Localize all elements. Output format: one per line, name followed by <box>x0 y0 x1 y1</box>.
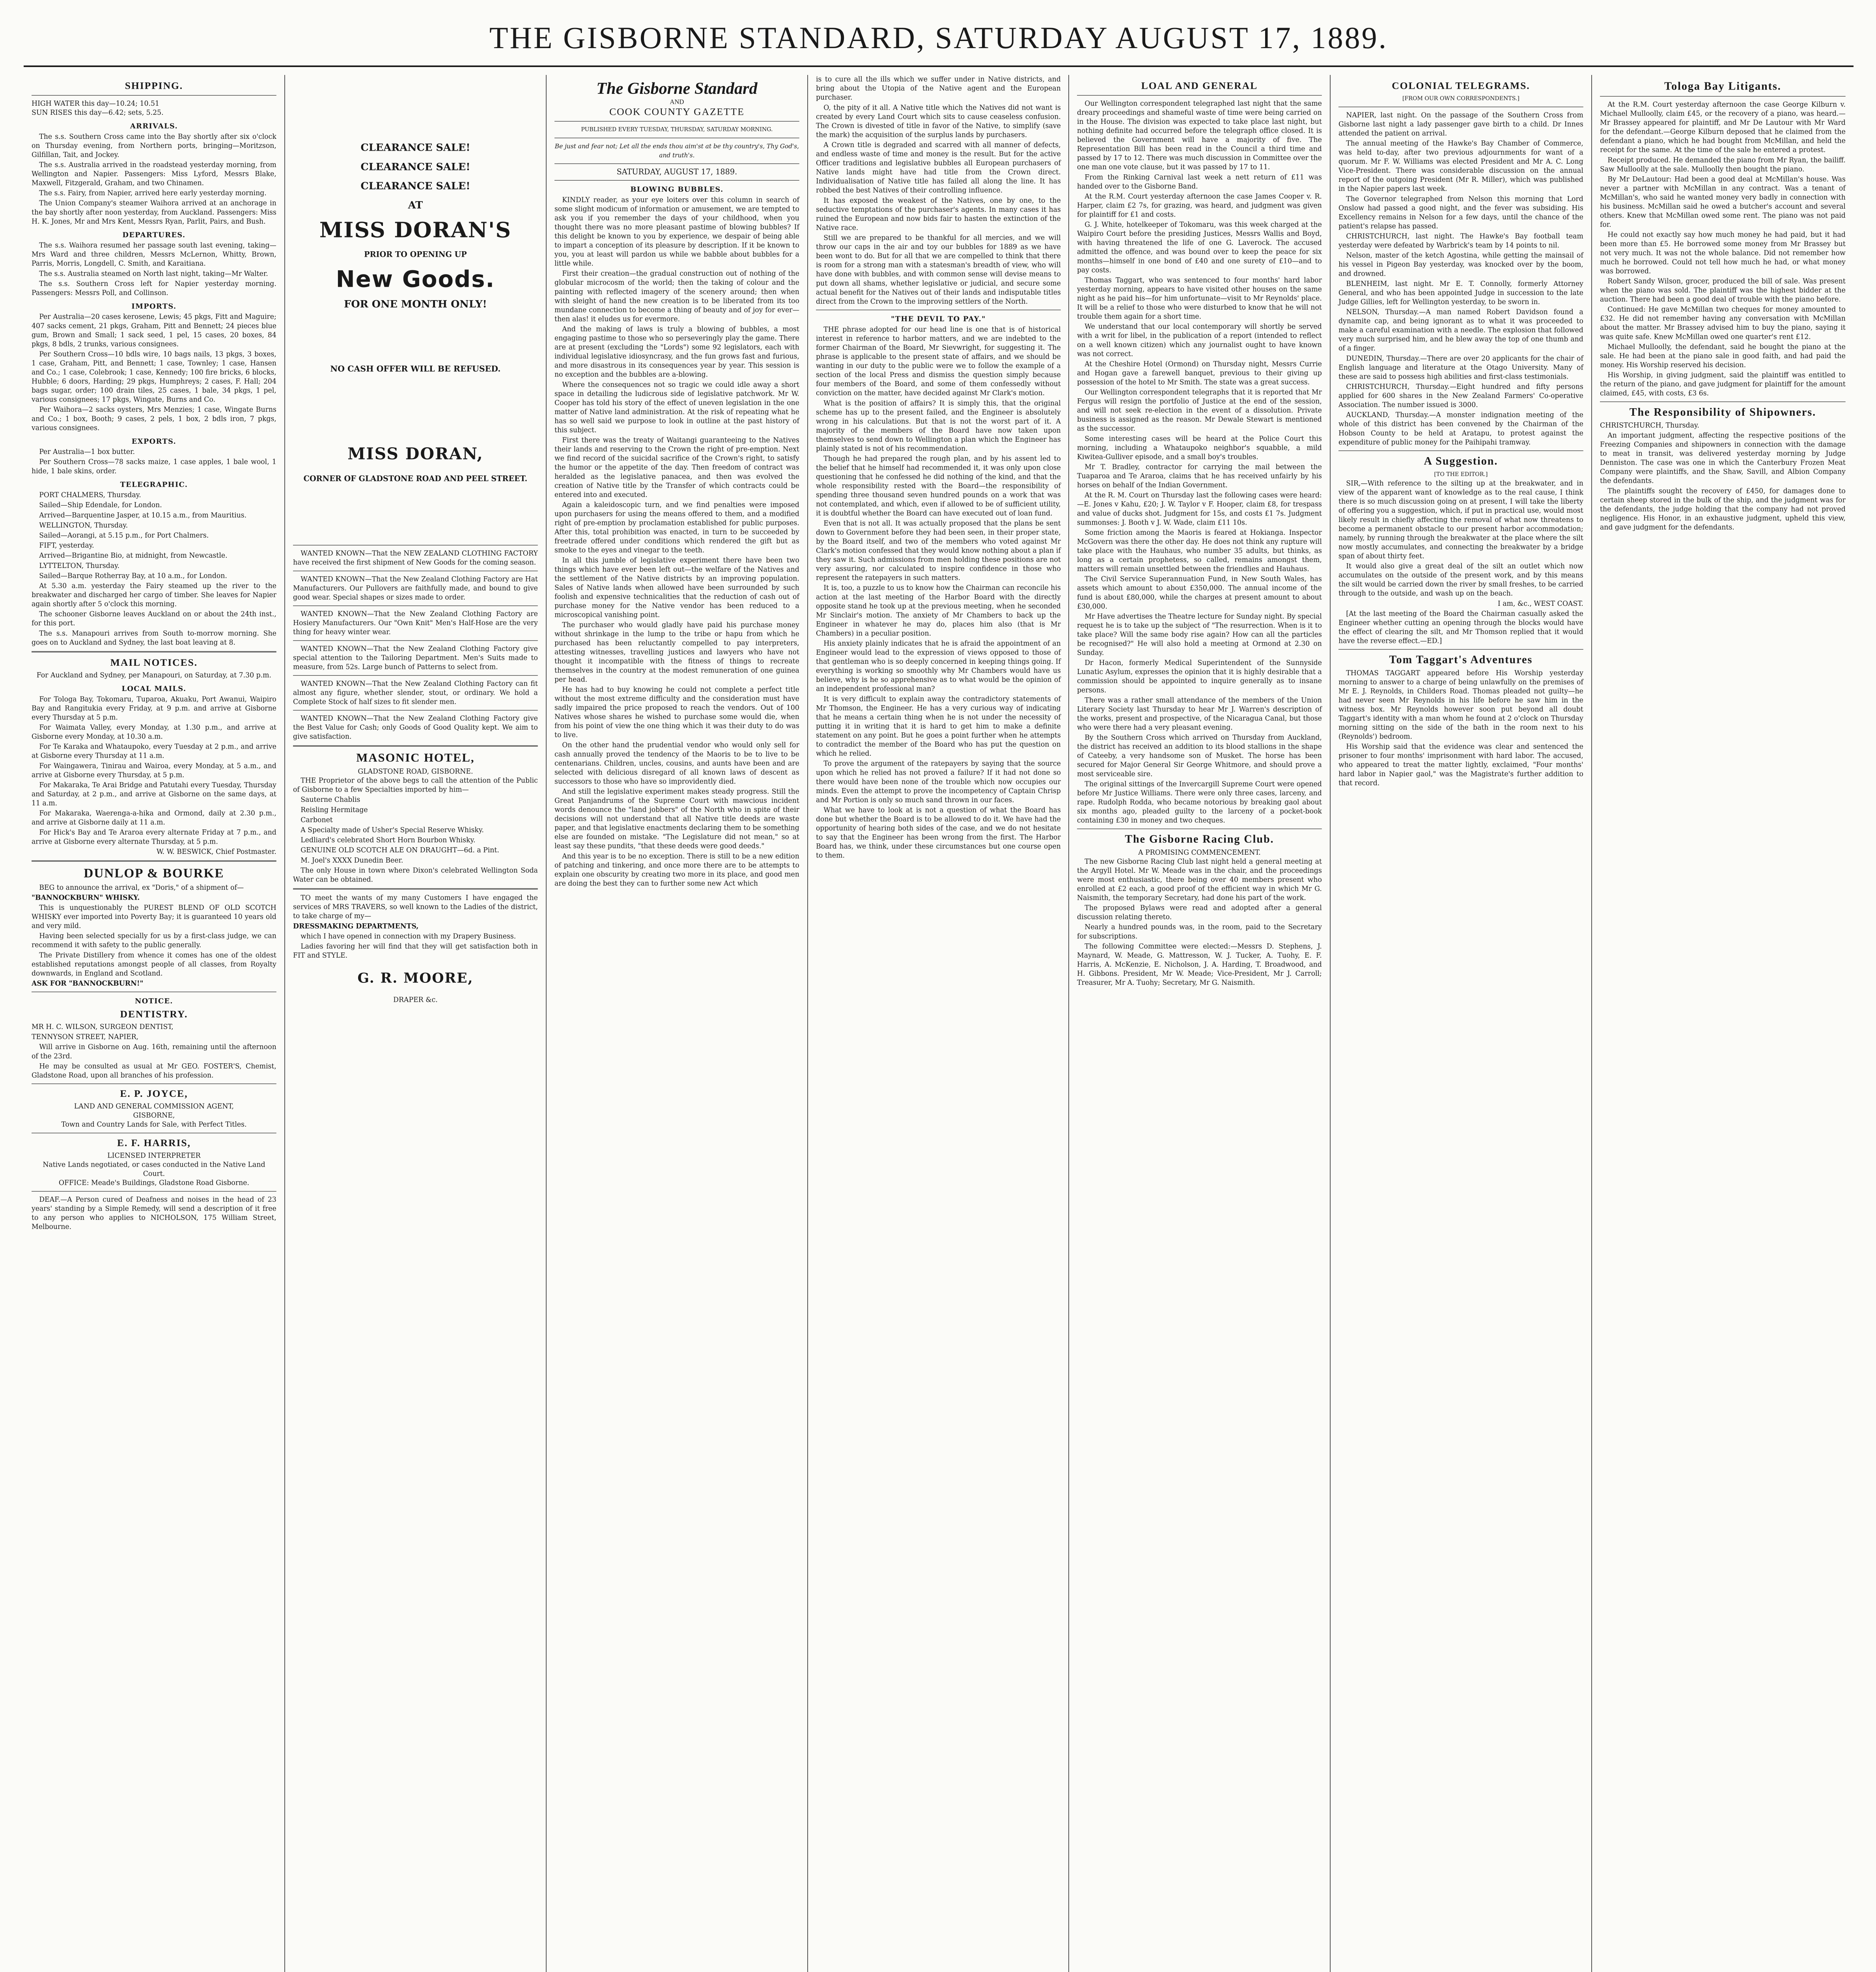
clearance-sale-2: CLEARANCE SALE! <box>360 161 470 173</box>
dentistry-heading: DENTISTRY. <box>120 1008 188 1020</box>
mail-intro: For Auckland and Sydney, per Manapouri, on Saturday, at 7.30 p.m. <box>36 671 272 679</box>
telegram-item: The Governor telegraphed from Nelson this morning that Lord Onslow had passed a good night, and the fever was subsiding. His Excellency remains in Nelson for a few days, until the chance of the patient's relapse has passed. <box>1338 195 1584 230</box>
column-editorial <box>547 75 808 1972</box>
dunlop-line: "BANNOCKBURN" WHISKY. <box>32 894 140 902</box>
colonial-telegrams-heading: COLONIAL TELEGRAMS. <box>1392 80 1530 92</box>
joyce-line: LAND AND GENERAL COMMISSION AGENT, <box>74 1102 234 1111</box>
devil-paragraph: It is very difficult to explain away the contradictory statements of Mr Thomson, the Engineer. He has a very curious way of indicating that he means a certain thing when he is not under the necessity of putting it in writing that it is hard to get him to make a definite statement on any point. But he goes a point further when he attempts to contradict the member of the Board who has put the question on which he relied. <box>816 695 1061 758</box>
imports-heading: IMPORTS. <box>131 302 177 310</box>
court-paragraph: By Mr DeLautour: Had been a good deal at McMillan's house. Was never a partner with McMillan in any contract. Was a tenant of McMillan's, who said he wanted money very badly in connection with his business. McMillan said he owed a butcher's account and several others. Knew that McMillan owed some rent. The piano was not paid for. <box>1600 175 1846 229</box>
dunlop-bourke-heading: DUNLOP & BOURKE <box>84 866 224 881</box>
telegraphic-item: LYTTELTON, Thursday. <box>39 562 119 570</box>
editorial-paragraph: He has had to buy knowing he could not complete a perfect title without the most extreme difficulty and the consideration must have sadly impaired the price proposed to reach the vendors. Out of 100 Natives whose shares he wished to purchase some would die, when from his point of view the one thing which it was their duty to do was to live. <box>554 685 799 739</box>
local-news-item: Mr T. Bradley, contractor for carrying the mail between the Tuaparoa and Te Araroa, claims that he has received unfairly by his horses on behalf of the Indian Government. <box>1077 463 1322 489</box>
court-paragraph: Continued: He gave McMillan two cheques for money amounted to £32. He did not remember having any conversation with McMillan about the matter. Mr Brassey advised him to buy the piano, saying it was quite safe. Knew McMillan owed one quarter's rent £12. <box>1600 305 1846 341</box>
devil-to-pay-heading: "THE DEVIL TO PAY." <box>890 315 986 323</box>
shipowners-heading: The Responsibility of Shipowners. <box>1629 405 1816 418</box>
suggestion-signature: I am, &c., WEST COAST. <box>1498 599 1584 608</box>
moore-line: TO meet the wants of my many Customers I have engaged the services of MRS TRAVERS, so well known to the Ladies of the district, to take charge of my— <box>293 894 538 920</box>
prior-line: PRIOR TO OPENING UP <box>364 250 467 259</box>
wanted-known-ad: WANTED KNOWN—That the New Zealand Clothing Factory are Hat Manufacturers. Our Pullovers are faithfully made, and bound to give good wear. Special shapes or sizes made to order. <box>293 575 538 601</box>
local-news-item: Some interesting cases will be heard at the Police Court this morning, including a Whataupoko neighbor's squabble, a mild Kiwitea-Gulliver episode, and a small boy's troubles. <box>1077 435 1322 461</box>
telegram-item: CHRISTCHURCH, Thursday.—Eight hundred and fifty persons applied for 600 shares in the New Zealand Farmers' Co-operative Association. The number issued is 3000. <box>1338 383 1584 409</box>
local-mail-item: For Waimata Valley, every Monday, at 1.30 p.m., and arrive at Gisborne every Monday, at 10.30 a.m. <box>32 723 276 741</box>
telegraphic-heading: TELEGRAPHIC. <box>120 480 188 489</box>
at-line: AT <box>408 199 423 211</box>
joyce-heading: E. P. JOYCE, <box>120 1088 188 1099</box>
moore-line: Ladies favoring her will find that they will get satisfaction both in FIT and STYLE. <box>293 942 538 960</box>
editorial-paragraph: Where the consequences not so tragic we could idle away a short space in detailing the ludicrous side of legislative patchwork. Mr W. Cooper has told his story of the effect of uneven legislation in the one matter of Native land administration. At the risk of repeating what he has so well said we purpose to look in outline at the past history of this subject. <box>554 381 799 434</box>
masonic-line: The only House in town where Dixon's celebrated Wellington Soda Water can be obtained. <box>293 866 538 883</box>
column-local-general <box>1069 75 1331 1972</box>
postmaster-signature: W. W. BESWICK, Chief Postmaster. <box>156 848 276 856</box>
editorial-paragraph: And the making of laws is truly a blowing of bubbles, a most engaging pastime to those who so perseveringly play the game. There are at present (excluding the "Lords") some 92 legislators, each with individual legislative idiosyncrasy, and the fun grows fast and furious, and more disastrous in its consequences year by year. This session is no exception and the bubbles are a-blowing. <box>554 325 799 379</box>
telegram-item: AUCKLAND, Thursday.—A monster indignation meeting of the whole of this district has been convened by the Chairman of the Hobson County to be held at Aratapu, to protest against the expenditure of public money for the Paihipahi tramway. <box>1338 411 1584 446</box>
masthead <box>24 14 1854 67</box>
racing-club-heading: The Gisborne Racing Club. <box>1125 833 1274 846</box>
export-item: Per Australia—1 box butter. <box>39 448 135 456</box>
editorial-paragraph: On the other hand the prudential vendor who would only sell for cash annually proved the tendency of the Maoris to be to live to be centenarians. Children, uncles, cousins, and aunts have been and are selected with delicious disregard of all known laws of descent as successors to those who have so improvidently died. <box>554 741 799 786</box>
new-goods: New Goods. <box>336 266 495 293</box>
wanted-known-ad: WANTED KNOWN—That the New Zealand Clothing Factory are Hosiery Manufacturers. Our "Own Knit" Men's Half-Hose are the very thing for heavy winter wear. <box>293 610 538 636</box>
paper-subtitle: COOK COUNTY GAZETTE <box>609 106 745 118</box>
dunlop-line: ASK FOR "BANNOCKBURN!" <box>32 979 144 988</box>
telegram-item: The annual meeting of the Hawke's Bay Chamber of Commerce, was held to-day, after two previous adjournments for want of a quorum. Mr F. W. Williams was elected President and Mr A. C. Long Vice-President. There was considerable discussion on the annual report of the outgoing President (Mr R. Miller), which was published in the Napier papers last week. <box>1338 139 1584 193</box>
racing-paragraph: The new Gisborne Racing Club last night held a general meeting at the Argyll Hotel. Mr W. Meade was in the chair, and the proceedings were most enthusiastic, there being over 40 members present who enrolled at £2 each, a good proof of the efficient way in which Mr G. Naismith, the temporary Secretary, had done his part of the work. <box>1077 857 1322 902</box>
arrival-item: The s.s. Southern Cross came into the Bay shortly after six o'clock on Thursday evening, from Northern ports, bringing—Moritzson, Gilfillan, Tait, and Jockey. <box>32 133 276 159</box>
masonic-line: Ledliard's celebrated Short Horn Bourbon Whisky. <box>301 836 476 844</box>
one-month-line: FOR ONE MONTH ONLY! <box>343 298 487 310</box>
telegram-item: NAPIER, last night. On the passage of the Southern Cross from Gisborne last night a lady passenger gave birth to a child. Dr Innes attended the patient on arrival. <box>1338 111 1584 137</box>
telegraphic-item: Arrived—Brigantine Bio, at midnight, from Newcastle. <box>39 551 228 560</box>
editorial-paragraph: First their creation—the gradual construction out of nothing of the globular microcosm of the world; then the taking of colour and the painting with reflected imagery of the scenery around; then when with sleight of hand the new creation is to be liberated from its too mundane connection to become a thing of beauty and of joy for ever—then alas! it eludes us for evermore. <box>554 269 799 323</box>
devil-paragraph: His anxiety plainly indicates that he is afraid the appointment of an Engineer would lead to the expression of views opposed to those of that gentleman who is so deeply concerned in keeping things going. If everything is working so smoothly why Mr Chambers would have us believe, why is he so apprehensive as to what would be the opinion of an independent professional man? <box>816 639 1061 693</box>
masonic-hotel-heading: MASONIC HOTEL, <box>356 751 475 764</box>
local-news-item: Dr Hacon, formerly Medical Superintendent of the Sunnyside Lunatic Asylum, expresses the opinion that it is highly desirable that a commission should be appointed to inquire generally as to insane persons. <box>1077 659 1322 694</box>
moore-line: which I have opened in connection with my Drapery Business. <box>301 932 516 940</box>
taggart-heading: Tom Taggart's Adventures <box>1389 653 1533 666</box>
court-paragraph: Robert Sandy Wilson, grocer, produced the bill of sale. Was present when the piano was sold. The plaintiff was the highest bidder at the auction. There had been a good deal of trouble with the piano before. <box>1600 277 1846 304</box>
court-paragraph: He could not exactly say how much money he had paid, but it had been more than £5. He borrowed some money from Mr Brassey but not very much. It was not the whole balance. Did not remember how much he borrowed. Could not tell how much he had, or what money was borrowed. <box>1600 231 1846 275</box>
departure-item: The s.s. Waihora resumed her passage south last evening, taking—Mrs Ward and three children, Messrs McLernon, Whitty, Brown, Parris, Morris, Longdell, C. Smith, and Karaitiana. <box>32 241 276 268</box>
racing-subheading: A PROMISING COMMENCEMENT. <box>1138 848 1261 857</box>
editorial-paragraph: KINDLY reader, as your eye loiters over this column in search of some slight modicum of information or amusement, we are tempted to ask you if you remember the days of your childhood, when you thought there was no more pleasant pastime of blowing bubbles? If this delight be known to you by experience, we despair of being able to impart a conception of its pleasure by description. If it be known to you, you at least will pardon us while we babble about bubbles for a little while. <box>554 196 799 268</box>
telegrams-source: [FROM OUR OWN CORRESPONDENTS.] <box>1402 95 1520 102</box>
telegraphic-item: Sailed—Ship Edendale, for London. <box>39 501 162 509</box>
local-news-item: Our Wellington correspondent telegraphed last night that the same dreary proceedings and shameful waste of time were being carried on in the House. The division was expected to take place last night, but nothing definite had occurred before the telegraph office closed. It is believed the Government will have a majority of five. The Representation Bill has been read in the Council a third time and passed by 17 to 12. There was much discussion in Committee over the one man one vote clause, but it was passed by 17 to 11. <box>1077 99 1322 171</box>
dentist-line: TENNYSON STREET, NAPIER, <box>32 1033 139 1041</box>
court-paragraph: Michael Mulloolly, the defendant, said he bought the piano at the sale. He had been at the piano sale in good faith, and had paid the money. His Worship reserved his decision. <box>1600 343 1846 369</box>
suggestion-address: [TO THE EDITOR.] <box>1434 471 1488 478</box>
dunlop-line: Having been selected specially for us by a first-class judge, we can recommend it with safety to the public generally. <box>32 932 276 949</box>
local-news-item: At the Cheshire Hotel (Ormond) on Thursday night, Messrs Currie and Hogan gave a farewell banquet, previous to their giving up possession of the hotel to Mr Smith. The state was a great success. <box>1077 360 1322 386</box>
telegraphic-item: PORT CHALMERS, Thursday. <box>39 491 141 499</box>
newspaper-columns <box>24 75 1854 1972</box>
suggestion-paragraph: SIR,—With reference to the silting up at the breakwater, and in view of the apparent want of knowledge as to the real cause, I think there is so much discussion going on at present, I will take the liberty of offering you a suggestion, which, if put in practical use, would most likely result in chiefly affecting the removal of what now threatens to become a permanent obstacle to our present harbor accommodation; namely, by running through the breakwater at the place where the silt now mostly accumulates, and connecting the breakwater by a bridge span of about thirty feet. <box>1338 479 1584 560</box>
masonic-line: Carbonet <box>301 816 333 824</box>
devil-paragraph: To prove the argument of the ratepayers by saying that the source upon which he relied has not proved a failure? If it had not done so there would have been none of the trouble which now occupies our minds. Even the attempt to prove the incompetency of Captain Chrisp and Mr Portion is only so much sand thrown in our faces. <box>816 760 1061 804</box>
shipowners-paragraph: The plaintiffs sought the recovery of £450, for damages done to certain sheep stored in the bulk of the ship, and the judgment was for the defendants, the judge holding that the company had not proved negligence. His Honor, in an exhaustive judgment, upheld this view, and gave judgment for the defendants. <box>1600 487 1846 531</box>
telegram-item: BLENHEIM, last night. Mr E. T. Connolly, formerly Attorney General, and who has been appointed Judge in succession to the late Judge Gillies, left for Wellington yesterday, to be sworn in. <box>1338 280 1584 306</box>
editorial-paragraph: First there was the treaty of Waitangi guaranteeing to the Natives their lands and reserving to the Crown the right of pre-emption. Next we find record of the suicidal sacrifice of the Crown's right, to satisfy the humor or the appetite of the day. Then freedom of contract was heralded as the legislative panacea, and then was evolved the creation of Native title by the Transfer of which contracts could be entered into and executed. <box>554 436 799 499</box>
dentist-line: Will arrive in Gisborne on Aug. 16th, remaining until the afternoon of the 23rd. <box>32 1043 276 1060</box>
suggestion-paragraph: It would also give a great deal of the silt an outlet which now accumulates on the outside of the present work, and by this means the silt would be carried down the river by small freshes, to be carried through to the outside, and wash up on the beach. <box>1338 562 1584 598</box>
local-mail-item: For Waingawera, Tinirau and Wairoa, every Monday, at 5 a.m., and arrive at Gisborne every Thursday, at 5 p.m. <box>32 762 276 779</box>
telegraphic-item: At 5.30 a.m. yesterday the Fairy steamed up the river to the breakwater and discharged her cargo of timber. She leaves for Napier again shortly after 5 o'clock this morning. <box>32 582 276 608</box>
telegraphic-item: FIFT, yesterday. <box>39 542 94 550</box>
clearance-sale-1: CLEARANCE SALE! <box>360 141 470 154</box>
harris-line: OFFICE: Meade's Buildings, Gladstone Road Gisborne. <box>58 1179 249 1187</box>
local-news-item: The original sittings of the Invercargill Supreme Court were opened before Mr Justice Williams. There were only three cases, larceny, and rape. Rudolph Rodda, who became notorious by breaking gaol about six months ago, pleaded guilty to the larceny of a pocket-book containing £30 in money and two cheques. <box>1077 780 1322 824</box>
telegram-item: DUNEDIN, Thursday.—There are over 20 applicants for the chair of English language and literature at the Otago University. Many of these are said to possess high abilities and first-class testimonials. <box>1338 354 1584 381</box>
notice-heading: NOTICE. <box>135 997 173 1005</box>
paper-and: AND <box>670 98 684 106</box>
publication-days: PUBLISHED EVERY TUESDAY, THURSDAY, SATURDAY MORNING. <box>581 126 773 133</box>
shipowners-paragraph: An important judgment, affecting the respective positions of the Freezing Companies and shipowners in connection with the damage to meat in transit, was delivered yesterday morning by Judge Denniston. The case was one in which the Canterbury Frozen Meat Company were plaintiffs, and the Shaw, Savill, and Albion Company the defendants. <box>1600 431 1846 485</box>
masonic-line: GENUINE OLD SCOTCH ALE ON DRAUGHT—6d. a Pint. <box>301 846 499 854</box>
miss-dorans-heading: MISS DORAN'S <box>319 217 511 243</box>
wanted-known-ad: WANTED KNOWN—That the New Zealand Clothing Factory give the Best Value for Cash; only Goods of Good Quality kept. We aim to give satisfaction. <box>293 714 538 741</box>
devil-paragraph: Even that is not all. It was actually proposed that the plans be sent down to Government before they had been seen, in their proper state, by the Board itself, and two of the members who voted against Mr Clark's motion confessed that they would know nothing about a plan if they saw it. Such admissions from men holding these positions are not very assuring, nor calculated to inspire confidence in those who represent the ratepayers in such matters. <box>816 519 1061 582</box>
editorial-paragraph: is to cure all the ills which we suffer under in Native districts, and bring about the Utopia of the Native agent and the European purchaser. <box>816 75 1061 102</box>
moore-trade: DRAPER &c. <box>393 996 438 1004</box>
dunlop-line: The Private Distillery from whence it comes has one of the oldest established reputations amongst people of all classes, from Royalty downwards, in England and Scotland. <box>32 951 276 977</box>
sun-line: SUN RISES this day—6.42; sets, 5.25. <box>32 108 164 117</box>
import-item: Per Southern Cross—10 bdls wire, 10 bags nails, 13 pkgs, 3 boxes, 1 case, Graham, Pitt, and Bennett; 1 case, Townley; 1 case, Hansen and Co.; 1 case, Colebrook; 1 case, Kennedy; 100 fire bricks, 6 blocks, Hubble; 6 doors, Harding; 29 pkgs, Humphreys; 2 cases, F. Hall; 204 bags sugar, order; 100 drain tiles, 25 cases, 1 bale, 34 pkgs, 1 pel, various consignees; 17 pkgs, Wingate, Burns and Co. <box>32 350 276 404</box>
telegraphic-item: WELLINGTON, Thursday. <box>39 521 128 529</box>
column-shipping <box>24 75 285 1972</box>
column-editorial-continued <box>808 75 1070 1972</box>
suggestion-heading: A Suggestion. <box>1424 455 1498 467</box>
arrival-item: The s.s. Fairy, from Napier, arrived here early yesterday morning. <box>39 189 267 197</box>
telegraphic-item: The s.s. Manapouri arrives from South to-morrow morning. She goes on to Auckland and Sydney, the last boat leaving at 8. <box>32 629 276 646</box>
local-mail-item: For Tologa Bay, Tokomaru, Tuparoa, Akuaku, Port Awanui, Waipiro Bay and Rangitukia every Friday, at 9 p.m. and arrive at Gisborne every Thursday at 5 p.m. <box>32 695 276 721</box>
shipping-heading: SHIPPING. <box>125 80 183 92</box>
local-mails-heading: LOCAL MAILS. <box>121 684 187 693</box>
devil-paragraph: What is the position of affairs? It is simply this, that the original scheme has up to the present failed, and the Engineer is absolutely wrong in his calculations. But that is not the worst part of it. A majority of the members of the Board have now taken upon themselves to send down to Wellington a plan which the Engineer has plainly stated is not of his recommendation. <box>816 399 1061 453</box>
devil-paragraph: What we have to look at is not a question of what the Board has done but whether the Board is to be allowed to do it. We have had the opportunity of hearing both sides of the case, and we do not hesitate to say that the Engineer has been wrong from the first. The Harbor Board has, we think, under these circumstances but one course open to them. <box>816 806 1061 860</box>
departure-item: The s.s. Australia steamed on North last night, taking—Mr Walter. <box>39 269 268 278</box>
telegraphic-item: Arrived—Barquentine Jasper, at 10.15 a.m., from Mauritius. <box>39 511 247 519</box>
masonic-line: M. Joel's XXXX Dunedin Beer. <box>301 856 403 865</box>
masonic-line: Reisling Hermitage <box>301 806 368 814</box>
wanted-known-ad: WANTED KNOWN—That the NEW ZEALAND CLOTHING FACTORY have received the first shipment of New Goods for the coming season. <box>293 549 538 567</box>
telegram-item: Nelson, master of the ketch Agostina, while getting the mainsail of his vessel in Pigeon Bay yesterday, was knocked over by the boom, and drowned. <box>1338 251 1584 278</box>
deaf-notice: DEAF.—A Person cured of Deafness and noises in the head of 23 years' standing by a Simple Remedy, will send a description of it free to any person who applies to NICHOLSON, 175 William Street, Melbourne. <box>32 1195 276 1231</box>
arrival-item: The Union Company's steamer Waihora arrived at an anchorage in the bay shortly after noon yesterday, from Auckland. Passengers: Miss H. K. Jones, Mr and Mrs Kent, Messrs Ryan, Parlit, Pairs, and Bush. <box>32 199 276 226</box>
court-paragraph: His Worship, in giving judgment, said the plaintiff was entitled to the return of the piano, and gave judgment for plaintiff for the amount claimed, £45, with costs, £3 6s. <box>1600 371 1846 398</box>
editorial-paragraph: The purchaser who would gladly have paid his purchase money without shrinkage in the lump to the tribe or hapu from which he purchased has been reluctantly compelled to pay interpreters, attesting witnesses, travelling justices and lawyers who have not thought it incompatible with the fitness of things to recreate themselves in the country at the modest remuneration of one guinea per head. <box>554 621 799 683</box>
taggart-paragraph: THOMAS TAGGART appeared before His Worship yesterday morning to answer to a charge of being unlawfully on the premises of Mr E. J. Reynolds, in Childers Road. Thomas pleaded not guilty—he had never seen Mr Reynolds in his life before he saw him in the witness box. Mr Reynolds however soon put beyond all doubt Taggart's identity with a man whom he found at 2 o'clock on Thursday morning sitting on the side of the bath in the room next to his (Reynolds') bedroom. <box>1338 669 1584 741</box>
tide-line: HIGH WATER this day—10.24; 10.51 <box>32 99 159 108</box>
local-news-item: We understand that our local contemporary will shortly be served with a writ for libel, in the publication of a report (intended to reflect on a well known citizen) which any journalist ought to have known was not correct. <box>1077 323 1322 358</box>
local-news-item: Mr Have advertises the Theatre lecture for Sunday night. By special request he is to take up the subject of "The resurrection. When is it to take place? Will the same body rise again? How can all the particles be recognised?" He will also hold a meeting at Ormond at 2.30 on Sunday. <box>1077 613 1322 657</box>
telegraphic-item: The schooner Gisborne leaves Auckland on or about the 24th inst., for this port. <box>32 610 276 627</box>
editorial-paragraph: Again a kaleidoscopic turn, and we find penalties were imposed upon purchasers for using the means offered to them, and a modified right of pre-emption by proclamation established for public purposes. After this, total prohibition was enacted, in turn to be succeeded by freetrade offered under conditions which rendered the gift but as smoke to the eyes and vinegar to the teeth. <box>554 501 799 555</box>
mail-notices-heading: MAIL NOTICES. <box>110 657 198 668</box>
harris-line: Native Lands negotiated, or cases conducted in the Native Land Court. <box>43 1161 265 1178</box>
telegraphic-item: Sailed—Aorangi, at 5.15 p.m., for Port Chalmers. <box>39 531 209 540</box>
masthead-title: THE GISBORNE STANDARD, SATURDAY AUGUST 17, 1889. <box>489 21 1388 55</box>
racing-paragraph: The proposed Bylaws were read and adopted after a general discussion relating thereto. <box>1077 904 1322 921</box>
editorial-heading: BLOWING BUBBLES. <box>630 185 724 194</box>
export-item: Per Southern Cross—78 sacks maize, 1 case apples, 1 bale wool, 1 hide, 1 bale skins, order. <box>32 458 276 475</box>
masonic-line: THE Proprietor of the above begs to call the attention of the Public of Gisborne to a few Specialties imported by him— <box>293 777 538 794</box>
devil-paragraph: THE phrase adopted for our head line is one that is of historical interest in reference to harbor matters, and we are indebted to the former Chairman of the Board, Mr Sievwright, for suggesting it. The phrase is applicable to the present state of affairs, and we should be wanting in our duty to the public were we to follow the example of a section of the local Press and dismiss the question simply because four members of the Board, and some of them confessedly without conviction on the matter, have decided against Mr Clark's motion. <box>816 325 1061 397</box>
local-mail-item: For Te Karaka and Whataupoko, every Tuesday at 2 p.m., and arrive at Gisborne every Thursday at 11 a.m. <box>32 743 276 760</box>
local-mail-item: For Hick's Bay and Te Araroa every alternate Friday at 7 p.m., and arrive at Gisborne every alternate Thursday, at 5 p.m. <box>32 828 276 846</box>
import-item: Per Waihora—2 sacks oysters, Mrs Menzies; 1 case, Wingate Burns and Co.; 1 box, Booth; 9 cases, 2 pels, 1 box, 2 bdls iron, 7 pkgs, various consignees. <box>32 405 276 432</box>
local-news-item: Thomas Taggart, who was sentenced to four months' hard labor yesterday morning, appears to have visited other houses on the same night as he paid his—for him unfortunate—visit to Mr Reynolds' place. It will be a relief to those who were disturbed to know that he will not trouble them again for a short time. <box>1077 276 1322 321</box>
telegraphic-item: Sailed—Barque Rotherray Bay, at 10 a.m., for London. <box>39 572 227 580</box>
telegram-item: NELSON, Thursday.—A man named Robert Davidson found a dynamite cap, and being ignorant as to what it was proceeded to make a careful examination with a needle. The explosion that followed very much surprised him, and he blew away the top of one thumb and of a finger. <box>1338 308 1584 353</box>
moore-name: G. R. MOORE, <box>357 969 474 986</box>
editorial-paragraph: A Crown title is degraded and scarred with all manner of defects, and endless waste of time and money is the result. But for the active Officer traditions and legislative bubbles all European purchasers of Native lands might have had title from the Crown direct. Individualisation of Native title has failed all along the line. It has robbed the best Natives of their controlling influence. <box>816 141 1061 194</box>
editorial-date: SATURDAY, AUGUST 17, 1889. <box>616 167 737 177</box>
local-news-item: The Civil Service Superannuation Fund, in New South Wales, has assets which amount to about £350,000. The annual income of the fund is about £80,000, while the charges at present amount to about £30,000. <box>1077 575 1322 611</box>
paper-motto: Be just and fear not; Let all the ends thou aim'st at be thy country's, Thy God's, and truth's. <box>554 142 799 159</box>
column-tologa-bay <box>1592 75 1854 1972</box>
devil-paragraph: Though he had prepared the rough plan, and by his assent led to the belief that he himself had recommended it, it was only upon close questioning that he confessed he did nothing of the kind, and that the whole responsibility rested with the Board—the responsibility of spending three thousand seven hundred pounds on a work that was not contemplated, and which, even if allowed to be of sufficient utility, it is doubtful whether the Board can have executed out of loan fund. <box>816 455 1061 517</box>
editorial-paragraph: O, the pity of it all. A Native title which the Natives did not want is created by every Land Court which sits to cause ceaseless confusion. The Crown is divested of title in favor of the Native, to simplify (save the mark) the acquisition of the surplus lands by purchasers. <box>816 103 1061 139</box>
racing-paragraph: The following Committee were elected:—Messrs D. Stephens, J. Maynard, W. Meade, G. Mattresson, W. J. Tucker, A. Tuohy, E. F. Harris, A. McKenzie, E. Nicholson, J. A. Harding, T. Broadwood, and H. Gibbons. President, Mr W. Meade; Vice-President, Mr J. Carroll; Treasurer, Mr A. Tuohy; Secretary, Mr G. Naismith. <box>1077 942 1322 987</box>
arrivals-heading: ARRIVALS. <box>130 121 178 130</box>
local-mail-item: For Makaraka, Waerenga-a-hika and Ormond, daily at 2.30 p.m., and arrive at Gisborne daily at 11 a.m. <box>32 809 276 827</box>
dunlop-line: This is unquestionably the PUREST BLEND OF OLD SCOTCH WHISKY ever imported into Poverty Bay; it is guaranteed 10 years old and very mild. <box>32 904 276 930</box>
clearance-sale-3: CLEARANCE SALE! <box>360 180 470 192</box>
wanted-known-ad: WANTED KNOWN—That the New Zealand Clothing Factory can fit almost any figure, whether slender, stout, or ordinary. We hold a Complete Stock of half sizes to fit slender men. <box>293 680 538 706</box>
harris-heading: E. F. HARRIS, <box>117 1137 191 1148</box>
miss-doran-name: MISS DORAN, <box>347 444 483 463</box>
exports-heading: EXPORTS. <box>131 437 177 446</box>
column-colonial-telegrams <box>1331 75 1592 1972</box>
editorial-paragraph: Still we are prepared to be thankful for all mercies, and we will throw our caps in the air and toy our bubbles for 1889 as we have been wont to do. But for all that we are compelled to think that there is room for a strong man with a statesman's breadth of view, who will have done with bubbles, and with common sense will devise means to put down all shams, whether legislative or judicial, and secure some actual benefit for the Natives out of their lands and indisputable titles direct from the Crown to the improving settlers of the North. <box>816 234 1061 306</box>
dunlop-line: BEG to announce the arrival, ex "Doris," of a shipment of— <box>39 883 244 892</box>
editorial-paragraph: It has exposed the weakest of the Natives, one by one, to the seductive temptations of the purchaser's agents. In many cases it has ruined the European and now bids fair to hasten the extinction of the Native race. <box>816 196 1061 232</box>
masonic-line: Sauterne Chablis <box>301 796 360 804</box>
local-news-item: G. J. White, hotelkeeper of Tokomaru, was this week charged at the Waipiro Court before the presiding Justices, Messrs Wallis and Boyd, with having threatened the life of one G. Laverock. The accused admitted the offence, and was bound over to keep the peace for six months—himself in one bond of £40 and one surety of £10—and to pay costs. <box>1077 220 1322 274</box>
local-mail-item: For Makaraka, Te Arai Bridge and Patutahi every Tuesday, Thursday and Saturday, at 2 p.m., and arrive at Gisborne on the same days, at 11 a.m. <box>32 781 276 807</box>
harris-line: LICENSED INTERPRETER <box>107 1152 201 1160</box>
court-paragraph: Receipt produced. He demanded the piano from Mr Ryan, the bailiff. Saw Mulloolly at the sale. Mulloolly then bought the piano. <box>1600 156 1846 173</box>
editorial-paragraph: And still the legislative experiment makes steady progress. Still the Great Panjandrums of the Supreme Court with mawcious incident words denounce the "land jobbers" of the North who in spite of their decisions will not understand that all Native title deeds are waste paper, and that legislative enactments declaring them to be something else are founded on mistake. "The Legislature did not mean," so at least say these pundits, "that these deeds were good deeds." <box>554 788 799 850</box>
court-paragraph: At the R.M. Court yesterday afternoon the case George Kilburn v. Michael Mulloolly, claim £45, or the recovery of a piano, was heard.—Mr Brassey appeared for plaintiff, and Mr De Lautour with Mr Ward for the defendant.—George Kilburn deposed that he claimed from the defendant a piano, which he had bought from McMillan, and held the receipt for the same. At the time of the sale he entered a protest. <box>1600 101 1846 154</box>
local-general-heading: LOAL AND GENERAL <box>1141 80 1258 92</box>
racing-paragraph: Nearly a hundred pounds was, in the room, paid to the Secretary for subscriptions. <box>1077 923 1322 940</box>
joyce-line: GISBORNE, <box>133 1111 175 1120</box>
telegram-item: CHRISTCHURCH, last night. The Hawke's Bay football team yesterday were defeated by Warbrick's team by 14 points to nil. <box>1338 232 1584 250</box>
import-item: Per Australia—20 cases kerosene, Lewis; 45 pkgs, Fitt and Maguire; 407 sacks cement, 21 pkgs, Graham, Pitt and Bennett; 24 pieces blue gum, Brown and Small; 1 sack seed, 1 pel, 15 cases, 20 boxes, 84 pkgs, 8 bdls, 2 trunks, various consignees. <box>32 313 276 348</box>
arrival-item: The s.s. Australia arrived in the roadstead yesterday morning, from Wellington and Napier. Passengers: Miss Lyford, Messrs Blake, Maxwell, Fitzgerald, Graham, and two Chinamen. <box>32 161 276 187</box>
local-news-item: At the R.M. Court yesterday afternoon the case James Cooper v. R. Harper, claim £2 7s, for grazing, was heard, and judgment was given for plaintiff for £1 and costs. <box>1077 192 1322 218</box>
wanted-known-ad: WANTED KNOWN—That the New Zealand Clothing Factory give special attention to the Tailoring Department. Men's Suits made to measure, from 52s. Large bunch of Patterns to select from. <box>293 645 538 671</box>
editorial-paragraph: And this year is to be no exception. There is still to be a new edition of patching and tinkering, and once more there are to be attempts to explain one obscurity by creating two more in its place, and good men are doing the best they can to further some new Act which <box>554 852 799 887</box>
shipowners-dateline: CHRISTCHURCH, Thursday. <box>1600 421 1700 430</box>
tologa-bay-heading: Tologa Bay Litigants. <box>1664 80 1781 92</box>
dentist-line: MR H. C. WILSON, SURGEON DENTIST, <box>32 1023 174 1031</box>
local-news-item: Our Wellington correspondent telegraphs that it is reported that Mr Fergus will resign the portfolio of Justice at the end of the session, and will not seek re-election in the event of a dissolution. Private business is assigned as the reason. Mr Dewale Stewart is mentioned as the successor. <box>1077 388 1322 433</box>
column-advertisements <box>285 75 547 1972</box>
masonic-line: A Specialty made of Usher's Special Reserve Whisky. <box>301 826 484 834</box>
suggestion-editor-note: [At the last meeting of the Board the Chairman casually asked the Engineer whether cutting an opening through the blocks would have the effect of clearing the silt, and Mr Thomson replied that it would have the reverse effect.—ED.] <box>1338 610 1584 645</box>
joyce-line: Town and Country Lands for Sale, with Perfect Titles. <box>61 1120 247 1129</box>
local-news-item: Some friction among the Maoris is feared at Hokianga. Inspector McGovern was there the other day. He does not think any rupture will take place with the Hauhaus, who number 35 adults, but thinks, as long as a certain prophetess, so called, remains amongst them, matters will remain unsettled between the friendlies and Hauhaus. <box>1077 528 1322 573</box>
local-news-item: From the Rinking Carnival last week a nett return of £11 was handed over to the Gisborne Band. <box>1077 173 1322 190</box>
devil-paragraph: It is, too, a puzzle to us to know how the Chairman can reconcile his action at the last meeting of the Harbor Board with the directly opposite stand he took up at the previous meeting, when he seconded Mr Sinclair's motion. The anxiety of Mr Chambers to back up the Engineer in whatever he may do, places him also (that is Mr Chambers) in a peculiar position. <box>816 584 1061 637</box>
taggart-paragraph: His Worship said that the evidence was clear and sentenced the prisoner to four months' imprisonment with hard labor. The accused, who appeared to treat the matter lightly, exclaimed, "Four months' hard labor in Napier gaol," was the Magistrate's further addition to that record. <box>1338 743 1584 787</box>
local-news-item: There was a rather small attendance of the members of the Union Literary Society last Thursday to hear Mr J. Warren's description of the works, present and prospective, of the Nicaragua Canal, but those who were there had a very pleasant evening. <box>1077 696 1322 732</box>
paper-title: The Gisborne Standard <box>596 79 758 98</box>
doran-address: CORNER OF GLADSTONE ROAD AND PEEL STREET. <box>303 474 528 483</box>
cash-offer-line: NO CASH OFFER WILL BE REFUSED. <box>330 364 501 374</box>
departure-item: The s.s. Southern Cross left for Napier yesterday morning. Passengers: Messrs Poll, and Collinson. <box>32 280 276 297</box>
moore-line: DRESSMAKING DEPARTMENTS, <box>293 922 419 930</box>
dentist-line: He may be consulted as usual at Mr GEO. FOSTER'S, Chemist, Gladstone Road, upon all branches of his profession. <box>32 1062 276 1079</box>
local-news-item: By the Southern Cross which arrived on Thursday from Auckland, the district has received an addition to its blood stallions in the shape of Cateeby, a very handsome son of Musket. The horse has been secured for Major General Sir George Whitmore, and should prove a most serviceable sire. <box>1077 734 1322 778</box>
departures-heading: DEPARTURES. <box>122 230 186 239</box>
masonic-address: GLADSTONE ROAD, GISBORNE. <box>358 768 473 775</box>
local-news-item: At the R. M. Court on Thursday last the following cases were heard:—E. Jones v Kahu, £20; J. W. Taylor v F. Hooper, claim £8, for trespass and value of ducks shot. Judgment for 15s, and costs £1 7s. Judgment summonses: J. Booth v J. W. Wade, claim £11 10s. <box>1077 491 1322 527</box>
editorial-paragraph: In all this jumble of legislative experiment there have been two things which have ever been left out—the welfare of the Natives and the settlement of the Native districts by an improving population. Sales of Native lands when allowed have been surrounded by such foolish and expensive technicalities that the reduction of cash out of purchase money for the Native vendor has been reduced to a microscopical vanishing point. <box>554 556 799 619</box>
